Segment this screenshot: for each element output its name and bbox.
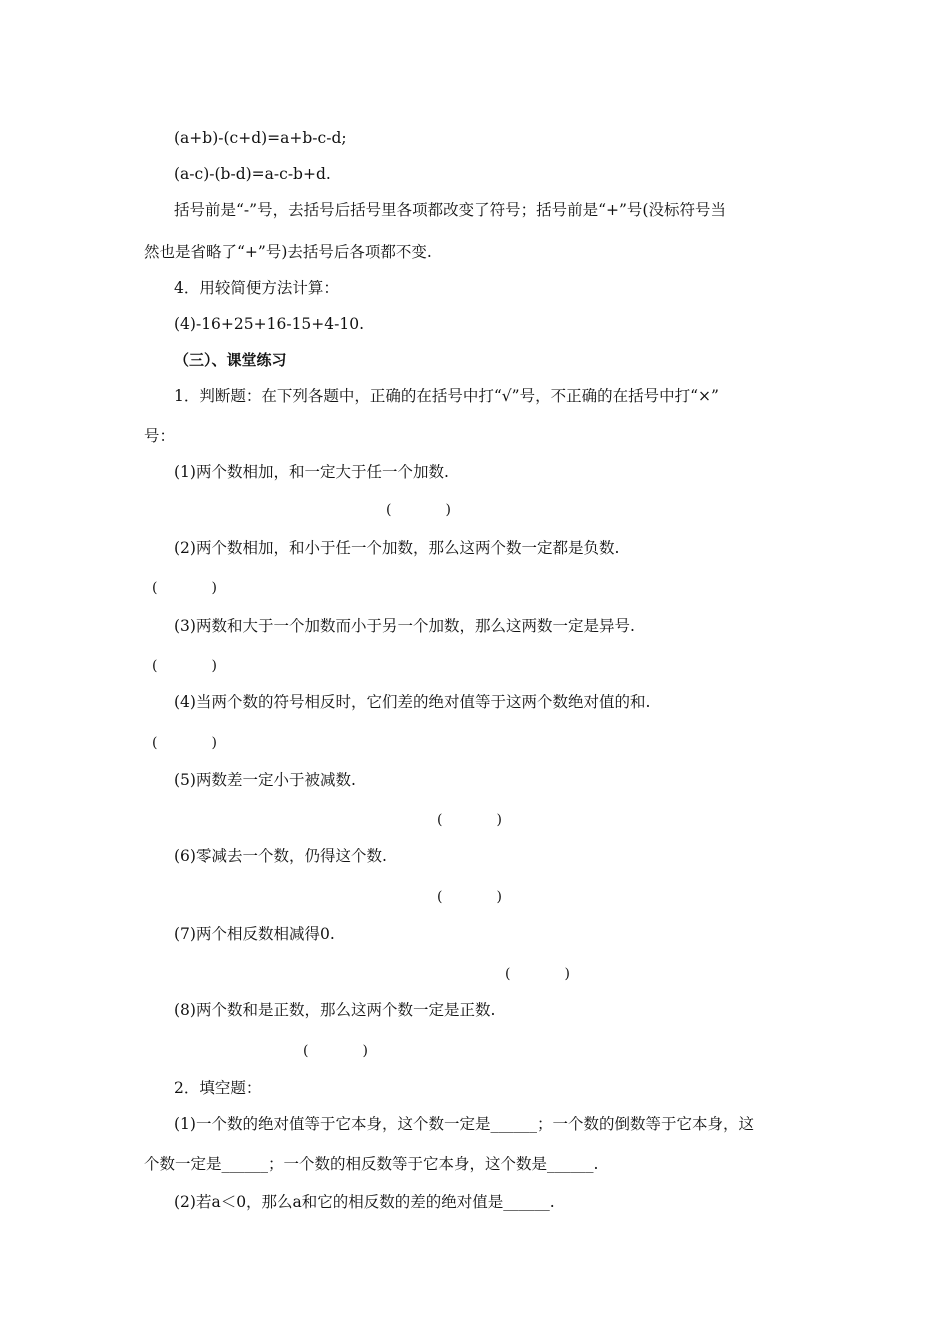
question-1-prompt-cont: 号： — [144, 427, 176, 445]
text-line: 括号前是“-”号，去括号后括号里各项都改变了符号；括号前是“+”号(没标符号当 — [174, 201, 726, 219]
statement-6: (6)零减去一个数，仍得这个数. — [174, 847, 387, 865]
text-line: (4)-16+25+16-15+4-10. — [174, 315, 365, 333]
statement-1: (1)两个数相加，和一定大于任一个加数. — [174, 463, 449, 481]
text-line: 然也是省略了“+”号)去括号后各项都不变. — [144, 243, 432, 261]
fill-blank-1: (1)一个数的绝对值等于它本身，这个数一定是______；一个数的倒数等于它本身，这 — [174, 1115, 754, 1133]
answer-parentheses: ( ) — [386, 502, 451, 518]
question-1-prompt: 1．判断题：在下列各题中，正确的在括号中打“√”号，不正确的在括号中打“×” — [174, 387, 719, 405]
text-line: (a-c)-(b-d)=a-c-b+d. — [174, 165, 331, 183]
fill-blank-2: (2)若a＜0，那么a和它的相反数的差的绝对值是______. — [174, 1193, 555, 1211]
answer-parentheses: ( ) — [303, 1043, 368, 1059]
answer-parentheses: ( ) — [437, 812, 502, 828]
answer-parentheses: ( ) — [152, 735, 217, 751]
statement-2: (2)两个数相加，和小于任一个加数，那么这两个数一定都是负数. — [174, 539, 620, 557]
statement-4: (4)当两个数的符号相反时，它们差的绝对值等于这两个数绝对值的和. — [174, 693, 651, 711]
question-2-prompt: 2．填空题： — [174, 1079, 262, 1097]
statement-7: (7)两个相反数相减得0. — [174, 925, 335, 943]
statement-8: (8)两个数和是正数，那么这两个数一定是正数. — [174, 1001, 496, 1019]
text-line: 4．用较简便方法计算： — [174, 279, 339, 297]
answer-parentheses: ( ) — [505, 966, 570, 982]
answer-parentheses: ( ) — [437, 889, 502, 905]
section-heading: （三）、课堂练习 — [174, 351, 287, 369]
answer-parentheses: ( ) — [152, 580, 217, 596]
statement-5: (5)两数差一定小于被减数. — [174, 771, 356, 789]
fill-blank-1-cont: 个数一定是______；一个数的相反数等于它本身，这个数是______. — [144, 1155, 599, 1173]
text-line: (a+b)-(c+d)=a+b-c-d; — [174, 129, 347, 147]
statement-3: (3)两数和大于一个加数而小于另一个加数，那么这两数一定是异号. — [174, 617, 635, 635]
answer-parentheses: ( ) — [152, 658, 217, 674]
